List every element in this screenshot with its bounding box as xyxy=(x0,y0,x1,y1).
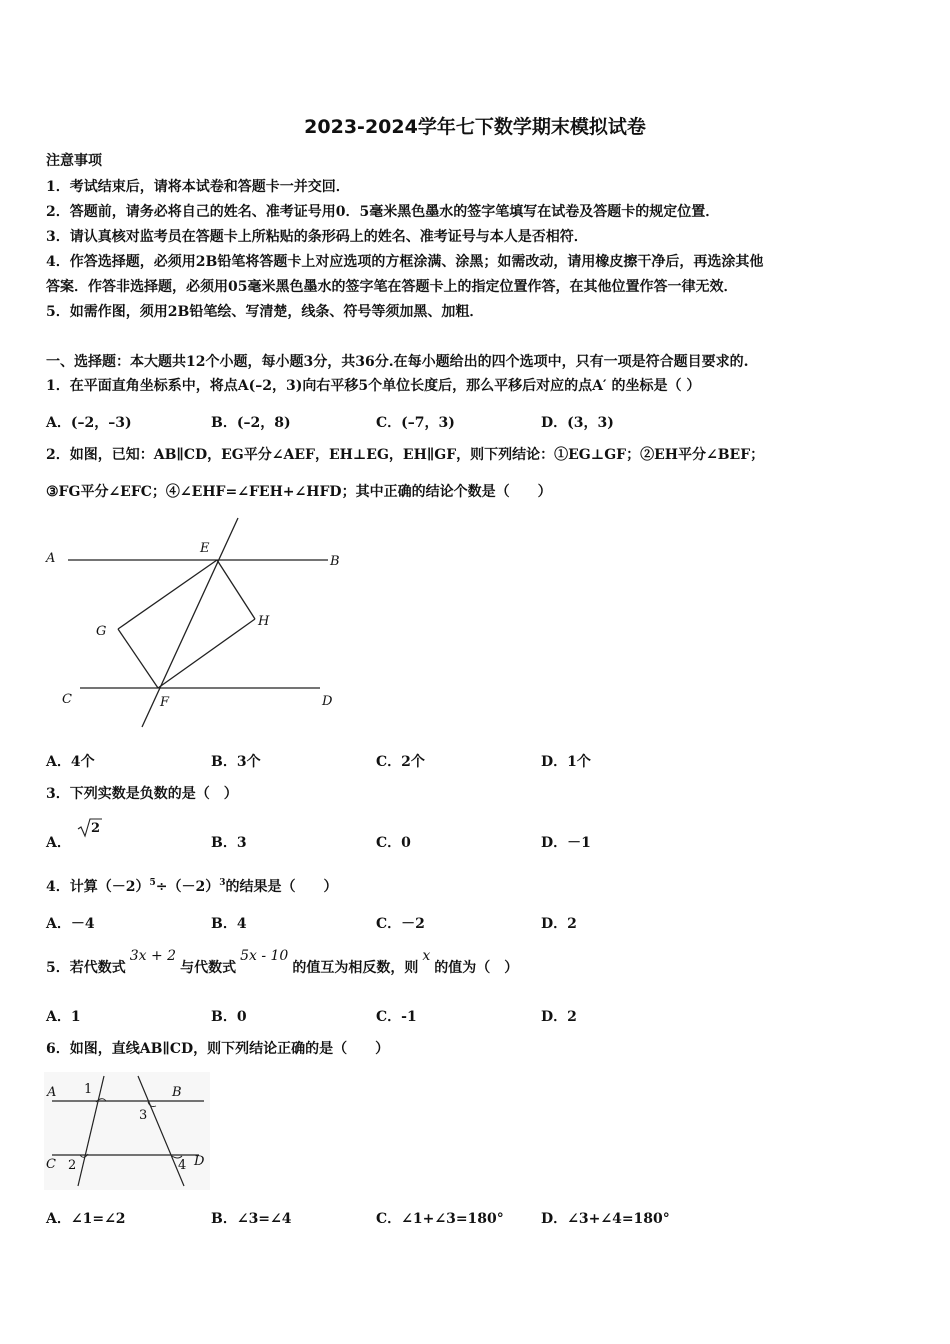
q6-option-d[interactable]: D．∠3+∠4=180° xyxy=(541,1211,670,1227)
q2-option-d[interactable]: D．1个 xyxy=(541,754,591,770)
label-c: C xyxy=(62,692,72,707)
q5-stem xyxy=(46,948,519,977)
notice-heading: 注意事项 xyxy=(46,153,102,169)
q2-option-c[interactable]: C．2个 xyxy=(376,754,425,770)
q1-option-c[interactable]: C．(–7，3) xyxy=(376,415,455,431)
q4-option-d[interactable]: D．2 xyxy=(541,916,577,932)
q1-option-d[interactable]: D．(3，3) xyxy=(541,415,614,431)
q3-stem: 3．下列实数是负数的是（ ） xyxy=(46,786,238,802)
notice-item-4: 4．作答选择题，必须用2B铅笔将答题卡上对应选项的方框涂满、涂黑；如需改动，请用橡皮擦干净后，再选涂其他 xyxy=(46,254,764,270)
q6-figure xyxy=(44,1072,210,1190)
q5-expression-2: 5x - 10 xyxy=(240,948,289,964)
q4-option-b[interactable]: B．4 xyxy=(211,916,247,932)
label-a: A xyxy=(47,1085,57,1100)
label-c: C xyxy=(46,1157,56,1172)
angle-4: 4 xyxy=(178,1158,187,1173)
q3-option-b[interactable]: B．3 xyxy=(211,835,247,851)
label-d: D xyxy=(194,1154,205,1169)
segment-eh xyxy=(217,560,255,619)
q2-stem-line1: 2．如图，已知：AB∥CD，EG平分∠AEF，EH⊥EG，EH∥GF，则下列结论：①EG⊥GF；②EH平分∠BEF； xyxy=(46,447,765,463)
notice-item-5: 5．如需作图，须用2B铅笔绘、写清楚，线条、符号等须加黑、加粗． xyxy=(46,304,484,320)
q4-option-c[interactable]: C．－2 xyxy=(376,916,425,932)
q5-stem-a: 5．若代数式 xyxy=(46,960,126,976)
sqrt-symbol xyxy=(76,816,104,840)
q5-stem-d: 的值为（ ） xyxy=(434,960,519,976)
q4-exponent-2: 3 xyxy=(219,878,226,888)
label-b: B xyxy=(330,554,340,569)
q3-option-c[interactable]: C．0 xyxy=(376,835,411,851)
q4-option-a[interactable]: A．－4 xyxy=(46,916,95,932)
angle-2: 2 xyxy=(68,1158,77,1173)
label-g: G xyxy=(96,624,107,639)
label-d: D xyxy=(322,694,333,709)
q4-stem-c: 的结果是（ ） xyxy=(225,879,338,895)
notice-item-2: 2．答题前，请务必将自己的姓名、准考证号用0．5毫米黑色墨水的签字笔填写在试卷及答题卡的规定位置． xyxy=(46,204,720,220)
q4-stem-a: 4．计算（－2） xyxy=(46,879,150,895)
label-f: F xyxy=(160,695,170,710)
q6-option-b[interactable]: B．∠3=∠4 xyxy=(211,1211,292,1227)
q1-stem: 1．在平面直角坐标系中，将点A(–2，3)向右平移5个单位长度后，那么平移后对应的点A′ 的坐标是（ ） xyxy=(46,378,701,394)
segment-hf xyxy=(158,619,255,688)
q6-option-c[interactable]: C．∠1+∠3=180° xyxy=(376,1211,504,1227)
label-b: B xyxy=(172,1085,182,1100)
segment-gf xyxy=(118,629,158,688)
section-heading: 一、选择题：本大题共12个小题，每小题3分，共36分.在每小题给出的四个选项中，只有一项是符合题目要求的. xyxy=(46,354,749,370)
q2-option-a[interactable]: A．4个 xyxy=(46,754,95,770)
label-a: A xyxy=(46,551,56,566)
q2-stem-line2: ③FG平分∠EFC；④∠EHF=∠FEH+∠HFD；其中正确的结论个数是（ ） xyxy=(46,484,552,500)
q5-option-c[interactable]: C．-1 xyxy=(376,1009,417,1025)
transversal-ef xyxy=(142,518,238,727)
q1-option-a[interactable]: A．(–2，–3) xyxy=(46,415,132,431)
q5-variable: x xyxy=(422,948,431,964)
q2-option-b[interactable]: B．3个 xyxy=(211,754,261,770)
notice-item-3: 3．请认真核对监考员在答题卡上所粘贴的条形码上的姓名、准考证号与本人是否相符． xyxy=(46,229,588,245)
page-title: 2023-2024学年七下数学期末模拟试卷 xyxy=(304,116,646,138)
sqrt-radicand: 2 xyxy=(91,821,101,836)
angle-3: 3 xyxy=(139,1108,148,1123)
q5-option-a[interactable]: A．1 xyxy=(46,1009,81,1025)
label-h: H xyxy=(258,614,270,629)
notice-item-1: 1．考试结束后，请将本试卷和答题卡一并交回． xyxy=(46,179,350,195)
angle-1: 1 xyxy=(84,1082,93,1097)
q5-expression-1: 3x + 2 xyxy=(129,948,177,964)
q5-stem-c: 的值互为相反数，则 xyxy=(292,960,419,976)
q5-option-d[interactable]: D．2 xyxy=(541,1009,577,1025)
q4-stem-b: ÷（－2） xyxy=(155,879,220,895)
q5-stem-b: 与代数式 xyxy=(180,960,237,976)
q2-figure xyxy=(40,515,350,735)
q1-option-b[interactable]: B．(–2，8) xyxy=(211,415,291,431)
q4-exponent-1: 5 xyxy=(149,878,156,888)
q3-option-a-label: A． xyxy=(46,835,71,851)
q4-stem xyxy=(46,878,338,898)
q6-option-a[interactable]: A．∠1=∠2 xyxy=(46,1211,126,1227)
q5-option-b[interactable]: B．0 xyxy=(211,1009,247,1025)
q6-stem: 6．如图，直线AB∥CD，则下列结论正确的是（ ） xyxy=(46,1041,390,1057)
label-e: E xyxy=(200,541,210,556)
q3-option-d[interactable]: D．－1 xyxy=(541,835,591,851)
notice-item-4-cont: 答案．作答非选择题，必须用05毫米黑色墨水的签字笔在答题卡上的指定位置作答，在其他位置作答一律无效． xyxy=(46,279,738,295)
q3-option-a[interactable] xyxy=(46,832,71,852)
